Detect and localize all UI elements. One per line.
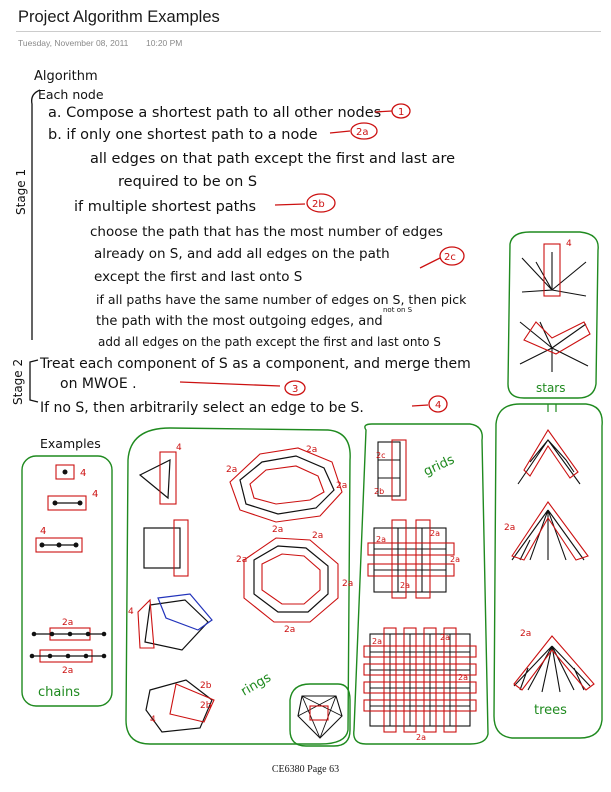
tag-arrow [180, 382, 280, 386]
red-selection [512, 502, 588, 560]
tag-1: 1 [398, 107, 405, 118]
graph-node [48, 654, 53, 659]
stage2-label: Stage 2 [11, 358, 25, 405]
octagon-ring-graph [240, 456, 334, 514]
page-time: 10:20 PM [146, 38, 183, 48]
grids-label: grids [421, 452, 457, 480]
annotation-2a: 2a [236, 555, 248, 565]
octagon-ring-graph [254, 546, 328, 612]
not-on-s-note: not on S [383, 306, 413, 314]
annotation-4: 4 [80, 468, 87, 479]
annotation-2a: 2a [416, 733, 426, 742]
red-selection [392, 440, 406, 500]
already-on-s-text: already on S, and add all edges on the path [94, 246, 390, 262]
graph-node [78, 501, 83, 506]
algorithm-heading: Algorithm [34, 69, 98, 84]
graph-edge [378, 460, 400, 478]
trees-label: trees [534, 703, 567, 718]
annotation-2a: 2a [342, 579, 354, 589]
graph-node [66, 654, 71, 659]
mwoe-text: on MWOE . [60, 376, 137, 392]
graph-node [32, 632, 37, 637]
annotation-2a: 2a [458, 673, 468, 682]
treat-component-text: Treat each component of S as a component, and merge them [40, 356, 471, 372]
annotation-2a: 2a [312, 531, 324, 541]
red-selection [524, 322, 590, 354]
if-all-paths-text: if all paths have the same number of edges on S, then pick [96, 292, 467, 307]
stars-group-outline [508, 232, 598, 398]
tag-2c: 2c [444, 252, 456, 263]
step-b-text: b. if only one shortest path to a node [48, 127, 318, 143]
stage2-bracket [30, 360, 38, 402]
chains-label: chains [38, 685, 80, 700]
annotation-2a: 2a [400, 581, 410, 590]
tag-2a: 2a [356, 127, 369, 138]
annotation-4: 4 [92, 489, 99, 500]
tag-arrow [420, 258, 440, 268]
annotation-2a: 2a [284, 625, 296, 635]
annotation-4: 4 [128, 607, 134, 617]
graph-node [53, 501, 58, 506]
annotation-2b: 2b [200, 681, 212, 691]
annotation-2a: 2a [430, 529, 440, 538]
stage1-bracket [32, 90, 40, 340]
stage1-label: Stage 1 [14, 168, 28, 215]
page-date: Tuesday, November 08, 2011 [18, 38, 129, 48]
page-title: Project Algorithm Examples [18, 8, 220, 26]
graph-node [68, 632, 73, 637]
rings-label: rings [238, 670, 274, 700]
annotation-2a: 2a [376, 535, 386, 544]
except-first-last-text: except the first and last onto S [94, 269, 303, 285]
the-path-text: the path with the most outgoing edges, and [96, 314, 383, 329]
annotation-2a: 2a [336, 481, 348, 491]
graph-node [102, 632, 107, 637]
annotation-2a: 2a [450, 555, 460, 564]
step-b3-text: required to be on S [118, 174, 258, 190]
red-selection [514, 636, 594, 690]
annotation-2a: 2a [62, 666, 74, 676]
step-b2-text: all edges on that path except the first and last are [90, 151, 456, 167]
annotation-4: 4 [150, 715, 156, 725]
graph-node [30, 654, 35, 659]
annotation-4: 4 [176, 443, 182, 453]
red-selection [244, 538, 338, 622]
graph-node [63, 470, 68, 475]
annotation-2a: 2a [62, 618, 74, 628]
red-selection [230, 448, 342, 522]
page-footer: CE6380 Page 63 [271, 764, 340, 775]
grid-graph [370, 634, 470, 726]
tag-4: 4 [435, 400, 442, 411]
graph-edge [370, 634, 470, 726]
square-graph [144, 528, 180, 568]
annotation-2a: 2a [372, 637, 382, 646]
annotation-2b: 2b [374, 487, 385, 496]
annotation-4: 4 [566, 239, 572, 249]
graph-node [84, 654, 89, 659]
annotation-2a: 2a [440, 633, 450, 642]
annotation-2a: 2a [226, 465, 238, 475]
graph-node [74, 543, 79, 548]
annotation-2b: 2b [200, 701, 212, 711]
red-selection [250, 466, 324, 504]
tag-arrow [275, 204, 305, 205]
graph-edge [298, 696, 342, 738]
annotation-2a: 2a [306, 445, 318, 455]
annotation-2a: 2a [520, 629, 532, 639]
graph-node [86, 632, 91, 637]
tag-arrow [412, 405, 428, 406]
graph-node [50, 632, 55, 637]
stars-label: stars [536, 381, 566, 395]
star-graph [522, 252, 586, 296]
star-graph [520, 322, 588, 372]
examples-heading: Examples [40, 436, 101, 451]
annotation-2a: 2a [272, 525, 284, 535]
graph-node [40, 543, 45, 548]
tag-arrow [330, 131, 350, 133]
red-selection [416, 520, 430, 598]
each-node-label: Each node [38, 87, 104, 102]
if-no-s-text: If no S, then arbitrarily select an edge to be S. [40, 400, 364, 416]
graph-node [57, 543, 62, 548]
triangle-graph [140, 460, 170, 498]
choose-path-text: choose the path that has the most number of edges [90, 224, 443, 240]
pentagon-graph [145, 600, 208, 650]
annotation-2a: 2a [504, 523, 516, 533]
multi-paths-text: if multiple shortest paths [74, 199, 257, 215]
annotation-2c: 2c [376, 451, 386, 460]
step-a-text: a. Compose a shortest path to all other nodes [48, 105, 382, 121]
graph-node [102, 654, 107, 659]
tag-3: 3 [292, 384, 299, 395]
red-selection [138, 600, 154, 648]
group-connector [548, 404, 556, 412]
add-all-edges-text: add all edges on the path except the first and last onto S [98, 335, 441, 349]
trees-group-outline [494, 404, 602, 738]
red-selection [262, 554, 320, 604]
annotation-4: 4 [40, 526, 47, 537]
tag-2b: 2b [312, 199, 325, 210]
